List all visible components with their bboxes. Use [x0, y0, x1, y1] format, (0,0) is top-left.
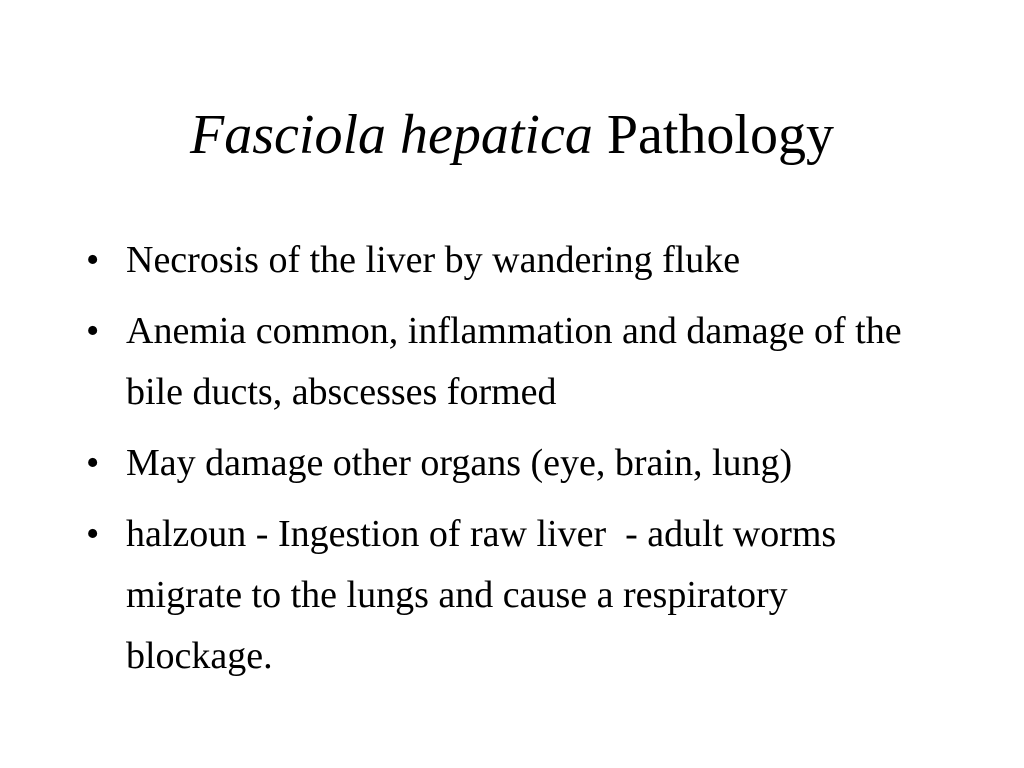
slide-title	[0, 100, 1024, 170]
bullet-text: May damage other organs (eye, brain, lung)	[126, 442, 793, 484]
bullet-icon: •	[86, 310, 100, 352]
title-species-name: Fasciola hepatica	[190, 104, 593, 166]
bullet-text: Necrosis of the liver by wandering fluke	[126, 239, 741, 281]
bullet-icon: •	[86, 513, 100, 555]
bullet-icon: •	[86, 442, 100, 484]
bullet-list	[80, 230, 960, 697]
bullet-item	[80, 433, 960, 494]
title-rest: Pathology	[592, 104, 834, 166]
bullet-icon: •	[86, 239, 100, 281]
bullet-item	[80, 301, 926, 423]
bullet-item	[80, 504, 866, 687]
bullet-text: halzoun - Ingestion of raw liver - adult worms migrate to the lungs and cause a respiratory blockage.	[126, 513, 846, 677]
bullet-text: Anemia common, inflammation and damage of the bile ducts, abscesses formed	[126, 310, 902, 413]
bullet-item	[80, 230, 960, 291]
